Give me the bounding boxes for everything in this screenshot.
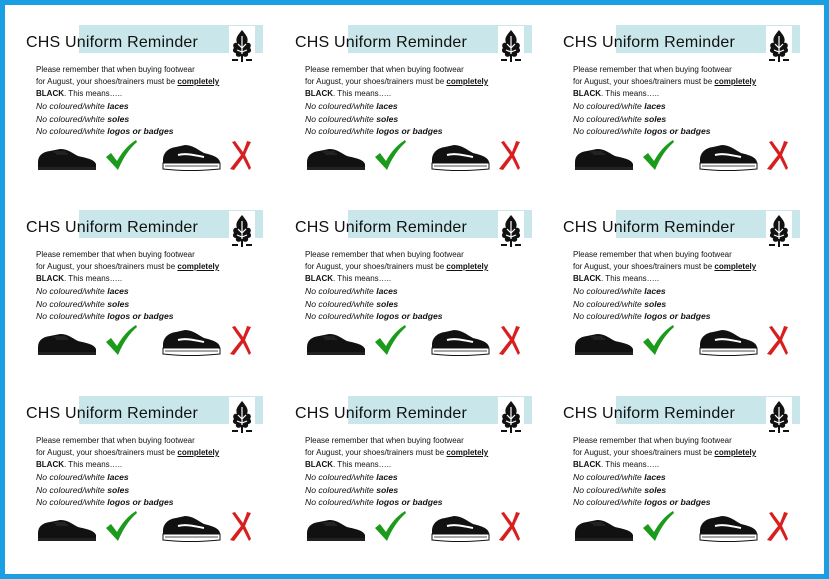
green-tick-icon [373, 138, 407, 172]
intro-line-3 [573, 273, 813, 285]
rule-item [305, 496, 443, 509]
school-crest-icon [498, 397, 524, 435]
rules-list [305, 100, 443, 138]
rule-emphasis: logos or badges [107, 497, 174, 507]
black-white-trainer-icon [160, 513, 222, 543]
rule-emphasis: logos or badges [644, 126, 711, 136]
intro-line-2 [305, 76, 545, 88]
rule-emphasis: soles [376, 484, 399, 495]
rule-item [36, 496, 174, 509]
card-title: CHS Uniform Reminder [295, 34, 468, 51]
rule-text: No coloured/white [305, 311, 377, 321]
uniform-reminder-card [295, 211, 555, 391]
card-title: CHS Uniform Reminder [26, 405, 199, 422]
rule-item [573, 298, 711, 311]
uniform-reminder-card [563, 397, 823, 577]
intro-text [573, 64, 813, 100]
rules-list [573, 285, 711, 323]
rule-emphasis: soles [376, 113, 399, 124]
intro-line-1: Please remember that when buying footwear [573, 250, 732, 259]
rule-text: No coloured/white [36, 484, 108, 495]
intro-line-2-text: for August, your shoes/trainers must be [36, 448, 178, 457]
rule-emphasis: laces [644, 286, 666, 296]
emphasis-black: BLACK [36, 274, 64, 283]
rule-text: No coloured/white [573, 286, 645, 296]
rule-item [573, 471, 711, 484]
intro-line-2 [36, 447, 276, 459]
plain-black-shoe-icon [573, 144, 635, 172]
rule-item [573, 285, 711, 298]
black-white-trainer-icon [429, 327, 491, 357]
rule-emphasis: laces [376, 101, 398, 111]
rule-text: No coloured/white [36, 311, 108, 321]
rule-item [305, 125, 443, 138]
intro-line-1: Please remember that when buying footwear [36, 65, 195, 74]
rule-text: No coloured/white [573, 113, 645, 124]
intro-line-1: Please remember that when buying footwear [305, 250, 464, 259]
intro-line-2 [305, 447, 545, 459]
rule-item [305, 298, 443, 311]
uniform-reminder-card [563, 211, 823, 391]
rule-emphasis: laces [107, 472, 129, 482]
black-white-trainer-icon [429, 142, 491, 172]
intro-line-2 [36, 76, 276, 88]
black-white-trainer-icon [160, 327, 222, 357]
plain-black-shoe-icon [305, 144, 367, 172]
card-title: CHS Uniform Reminder [26, 34, 199, 51]
plain-black-shoe-icon [573, 515, 635, 543]
rule-emphasis: soles [107, 113, 130, 124]
rule-text: No coloured/white [573, 126, 645, 136]
intro-line-2-text: for August, your shoes/trainers must be [573, 262, 715, 271]
emphasis-black: BLACK [573, 89, 601, 98]
rule-emphasis: laces [107, 286, 129, 296]
uniform-reminder-card [26, 26, 286, 206]
intro-line-2-text: for August, your shoes/trainers must be [36, 77, 178, 86]
emphasis-completely: completely [446, 448, 489, 457]
emphasis-black: BLACK [305, 460, 333, 469]
card-title: CHS Uniform Reminder [26, 219, 199, 236]
black-white-trainer-icon [429, 513, 491, 543]
rule-emphasis: logos or badges [107, 311, 174, 321]
school-crest-icon [766, 397, 792, 435]
black-white-trainer-icon [697, 142, 759, 172]
rules-list [36, 471, 174, 509]
rule-item [573, 113, 711, 126]
card-title: CHS Uniform Reminder [563, 219, 736, 236]
red-cross-icon [765, 324, 789, 356]
school-crest-icon [766, 211, 792, 249]
rule-text: No coloured/white [305, 113, 377, 124]
emphasis-completely: completely [446, 77, 489, 86]
rule-text: No coloured/white [305, 472, 377, 482]
rule-item [573, 496, 711, 509]
intro-line-3-text: . This means….. [601, 274, 660, 283]
rule-emphasis: logos or badges [376, 497, 443, 507]
intro-line-1: Please remember that when buying footwear [36, 250, 195, 259]
rule-item [305, 113, 443, 126]
intro-line-3 [305, 459, 545, 471]
emphasis-black: BLACK [36, 460, 64, 469]
plain-black-shoe-icon [36, 144, 98, 172]
intro-line-3 [36, 88, 276, 100]
intro-line-3-text: . This means….. [64, 274, 123, 283]
rules-list [305, 285, 443, 323]
green-tick-icon [641, 509, 675, 543]
rule-text: No coloured/white [36, 497, 108, 507]
uniform-reminder-card [563, 26, 823, 206]
rule-text: No coloured/white [36, 286, 108, 296]
green-tick-icon [373, 509, 407, 543]
rule-item [573, 125, 711, 138]
rule-text: No coloured/white [36, 101, 108, 111]
intro-line-2-text: for August, your shoes/trainers must be [573, 77, 715, 86]
card-title: CHS Uniform Reminder [295, 219, 468, 236]
intro-line-1: Please remember that when buying footwear [573, 436, 732, 445]
rule-text: No coloured/white [305, 286, 377, 296]
rule-item [305, 484, 443, 497]
rule-emphasis: laces [376, 286, 398, 296]
emphasis-completely: completely [177, 77, 220, 86]
emphasis-completely: completely [714, 77, 757, 86]
rule-text: No coloured/white [573, 484, 645, 495]
rule-emphasis: logos or badges [644, 497, 711, 507]
intro-line-3-text: . This means….. [333, 89, 392, 98]
intro-line-3-text: . This means….. [333, 274, 392, 283]
rule-emphasis: logos or badges [376, 311, 443, 321]
red-cross-icon [765, 510, 789, 542]
intro-line-2 [573, 447, 813, 459]
intro-line-3 [573, 88, 813, 100]
rule-emphasis: soles [644, 484, 667, 495]
rule-item [36, 298, 174, 311]
emphasis-completely: completely [714, 262, 757, 271]
rule-text: No coloured/white [573, 497, 645, 507]
red-cross-icon [497, 139, 521, 171]
red-cross-icon [497, 324, 521, 356]
intro-text [36, 435, 276, 471]
rule-text: No coloured/white [305, 126, 377, 136]
rule-item [36, 125, 174, 138]
emphasis-completely: completely [714, 448, 757, 457]
emphasis-black: BLACK [305, 89, 333, 98]
intro-line-1: Please remember that when buying footwear [305, 436, 464, 445]
rule-emphasis: laces [644, 472, 666, 482]
intro-text [36, 249, 276, 285]
intro-line-3 [305, 88, 545, 100]
rule-text: No coloured/white [573, 101, 645, 111]
uniform-reminder-card [295, 26, 555, 206]
rule-item [36, 285, 174, 298]
rule-text: No coloured/white [573, 298, 645, 309]
rule-item [36, 471, 174, 484]
intro-line-2-text: for August, your shoes/trainers must be [305, 448, 447, 457]
rule-text: No coloured/white [305, 484, 377, 495]
rule-item [36, 484, 174, 497]
rule-emphasis: soles [107, 298, 130, 309]
rules-list [36, 100, 174, 138]
black-white-trainer-icon [160, 142, 222, 172]
intro-line-3-text: . This means….. [64, 89, 123, 98]
school-crest-icon [229, 211, 255, 249]
red-cross-icon [765, 139, 789, 171]
rule-emphasis: laces [644, 101, 666, 111]
green-tick-icon [104, 138, 138, 172]
rule-text: No coloured/white [305, 298, 377, 309]
rule-emphasis: logos or badges [107, 126, 174, 136]
rule-text: No coloured/white [305, 101, 377, 111]
rule-emphasis: laces [107, 101, 129, 111]
rule-emphasis: soles [107, 484, 130, 495]
intro-line-3-text: . This means….. [601, 460, 660, 469]
rule-text: No coloured/white [36, 298, 108, 309]
green-tick-icon [641, 138, 675, 172]
rule-text: No coloured/white [305, 497, 377, 507]
intro-line-3 [36, 273, 276, 285]
red-cross-icon [228, 510, 252, 542]
school-crest-icon [229, 26, 255, 64]
rule-emphasis: logos or badges [376, 126, 443, 136]
intro-line-2 [573, 261, 813, 273]
red-cross-icon [497, 510, 521, 542]
rule-item [573, 484, 711, 497]
black-white-trainer-icon [697, 327, 759, 357]
rule-item [573, 310, 711, 323]
rule-item [36, 310, 174, 323]
rule-item [305, 285, 443, 298]
school-crest-icon [498, 211, 524, 249]
intro-line-3 [573, 459, 813, 471]
rules-list [573, 100, 711, 138]
rule-text: No coloured/white [573, 311, 645, 321]
intro-text [573, 249, 813, 285]
rule-text: No coloured/white [36, 472, 108, 482]
emphasis-completely: completely [446, 262, 489, 271]
intro-line-3-text: . This means….. [64, 460, 123, 469]
intro-line-2-text: for August, your shoes/trainers must be [36, 262, 178, 271]
rule-item [573, 100, 711, 113]
intro-line-3-text: . This means….. [601, 89, 660, 98]
school-crest-icon [498, 26, 524, 64]
red-cross-icon [228, 139, 252, 171]
black-white-trainer-icon [697, 513, 759, 543]
plain-black-shoe-icon [305, 515, 367, 543]
rule-item [305, 471, 443, 484]
intro-line-1: Please remember that when buying footwear [305, 65, 464, 74]
red-cross-icon [228, 324, 252, 356]
rule-emphasis: logos or badges [644, 311, 711, 321]
rule-item [36, 100, 174, 113]
intro-text [573, 435, 813, 471]
intro-text [305, 249, 545, 285]
intro-text [305, 64, 545, 100]
intro-line-2 [36, 261, 276, 273]
emphasis-black: BLACK [573, 274, 601, 283]
card-title: CHS Uniform Reminder [563, 34, 736, 51]
rules-list [36, 285, 174, 323]
intro-line-3 [36, 459, 276, 471]
green-tick-icon [641, 323, 675, 357]
plain-black-shoe-icon [36, 515, 98, 543]
emphasis-black: BLACK [305, 274, 333, 283]
uniform-reminder-card [295, 397, 555, 577]
rule-text: No coloured/white [573, 472, 645, 482]
plain-black-shoe-icon [36, 329, 98, 357]
emphasis-completely: completely [177, 262, 220, 271]
intro-line-1: Please remember that when buying footwear [36, 436, 195, 445]
green-tick-icon [104, 323, 138, 357]
intro-text [36, 64, 276, 100]
rule-emphasis: soles [644, 113, 667, 124]
rules-list [305, 471, 443, 509]
intro-line-3-text: . This means….. [333, 460, 392, 469]
emphasis-completely: completely [177, 448, 220, 457]
plain-black-shoe-icon [305, 329, 367, 357]
intro-line-2 [305, 261, 545, 273]
green-tick-icon [373, 323, 407, 357]
emphasis-black: BLACK [573, 460, 601, 469]
rule-emphasis: soles [376, 298, 399, 309]
school-crest-icon [229, 397, 255, 435]
uniform-reminder-card [26, 211, 286, 391]
uniform-reminder-card [26, 397, 286, 577]
emphasis-black: BLACK [36, 89, 64, 98]
card-title: CHS Uniform Reminder [563, 405, 736, 422]
card-title: CHS Uniform Reminder [295, 405, 468, 422]
intro-line-2-text: for August, your shoes/trainers must be [305, 262, 447, 271]
intro-line-2-text: for August, your shoes/trainers must be [305, 77, 447, 86]
intro-line-2 [573, 76, 813, 88]
intro-text [305, 435, 545, 471]
green-tick-icon [104, 509, 138, 543]
intro-line-2-text: for August, your shoes/trainers must be [573, 448, 715, 457]
rule-item [305, 310, 443, 323]
rule-item [36, 113, 174, 126]
rule-emphasis: laces [376, 472, 398, 482]
plain-black-shoe-icon [573, 329, 635, 357]
intro-line-3 [305, 273, 545, 285]
school-crest-icon [766, 26, 792, 64]
intro-line-1: Please remember that when buying footwear [573, 65, 732, 74]
rule-text: No coloured/white [36, 113, 108, 124]
rule-item [305, 100, 443, 113]
rule-text: No coloured/white [36, 126, 108, 136]
rules-list [573, 471, 711, 509]
rule-emphasis: soles [644, 298, 667, 309]
